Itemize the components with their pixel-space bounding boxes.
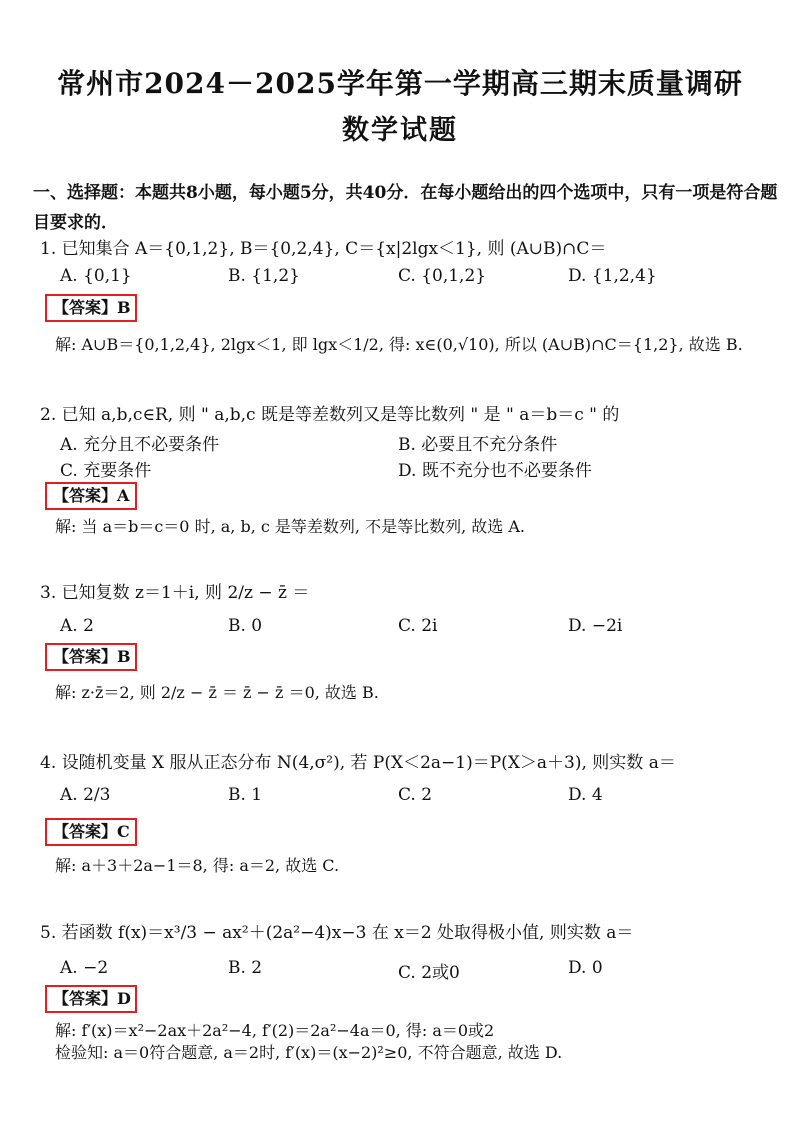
question-3-solution-line: 解: z·z̄＝2, 则 2/z − z̄ ＝ z̄ − z̄ ＝0, 故选 B. — [55, 683, 379, 702]
section-instructions: 一、选择题：本题共8小题，每小题5分，共40分．在每小题给出的四个选项中，只有一项是符合题目要求的． — [33, 183, 778, 233]
question-5-stem: 5. 若函数 f(x)＝x³/3 − ax²＋(2a²−4)x−3 在 x＝2 处取得极小值, 则实数 a＝ — [40, 923, 634, 943]
question-4-option-d: D. 4 — [568, 785, 603, 805]
question-2-option-a: A. 充分且不必要条件 — [60, 435, 220, 455]
question-5-option-c: C. 2或0 — [398, 963, 460, 983]
question-3-option-b: B. 0 — [228, 616, 263, 636]
question-4-solution-line: 解: a＋3＋2a−1＝8, 得: a＝2, 故选 C. — [55, 856, 340, 875]
exam-subtitle: 数学试题 — [342, 115, 458, 146]
question-2-solution-line: 解: 当 a＝b＝c＝0 时, a, b, c 是等差数列, 不是等比数列, 故选 A. — [55, 517, 525, 536]
question-1-option-a: A. {0,1} — [60, 266, 132, 286]
question-5-answer-box: 【答案】D — [45, 985, 137, 1013]
question-3-option-d: D. −2i — [568, 616, 623, 636]
question-1-option-d: D. {1,2,4} — [568, 266, 657, 286]
question-4-option-a: A. 2/3 — [60, 785, 111, 805]
question-2-option-c: C. 充要条件 — [60, 461, 152, 481]
question-1-solution-line: 解: A∪B＝{0,1,2,4}, 2lgx＜1, 即 lgx＜1/2, 得: x∈(0,√10), 所以 (A∪B)∩C＝{1,2}, 故选 B. — [55, 335, 743, 354]
question-4-option-c: C. 2 — [398, 785, 433, 805]
question-4-answer-box: 【答案】C — [45, 818, 137, 846]
question-5-solution-line-1: 解: f′(x)＝x²−2ax＋2a²−4, f′(2)＝2a²−4a＝0, 得: a＝0或2 — [55, 1021, 495, 1040]
question-5-option-a: A. −2 — [60, 958, 109, 978]
question-5-option-d: D. 0 — [568, 958, 603, 978]
question-1-option-c: C. {0,1,2} — [398, 266, 487, 286]
question-2-stem: 2. 已知 a,b,c∈R, 则 " a,b,c 既是等差数列又是等比数列 " 是 " a＝b＝c " 的 — [40, 405, 620, 425]
question-2-option-d: D. 既不充分也不必要条件 — [398, 461, 592, 481]
question-1-answer-box: 【答案】B — [45, 294, 137, 322]
question-4-option-b: B. 1 — [228, 785, 263, 805]
question-5-option-b: B. 2 — [228, 958, 263, 978]
question-2-option-b: B. 必要且不充分条件 — [398, 435, 558, 455]
question-3-option-c: C. 2i — [398, 616, 438, 636]
question-1-stem: 1. 已知集合 A＝{0,1,2}, B＝{0,2,4}, C＝{x|2lgx＜1}, 则 (A∪B)∩C＝ — [40, 239, 607, 259]
question-3-option-a: A. 2 — [60, 616, 94, 636]
exam-title: 常州市2024－2025学年第一学期高三期末质量调研 — [57, 67, 743, 100]
question-4-stem: 4. 设随机变量 X 服从正态分布 N(4,σ²), 若 P(X＜2a−1)＝P(X＞a＋3), 则实数 a＝ — [40, 753, 676, 773]
question-3-answer-box: 【答案】B — [45, 643, 137, 671]
question-2-answer-box: 【答案】A — [45, 482, 137, 510]
question-5-solution-line-2: 检验知: a＝0符合题意, a＝2时, f′(x)＝(x−2)²≥0, 不符合题意, 故选 D. — [55, 1043, 563, 1062]
question-1-option-b: B. {1,2} — [228, 266, 300, 286]
question-3-stem: 3. 已知复数 z＝1＋i, 则 2/z − z̄ ＝ — [40, 583, 310, 603]
